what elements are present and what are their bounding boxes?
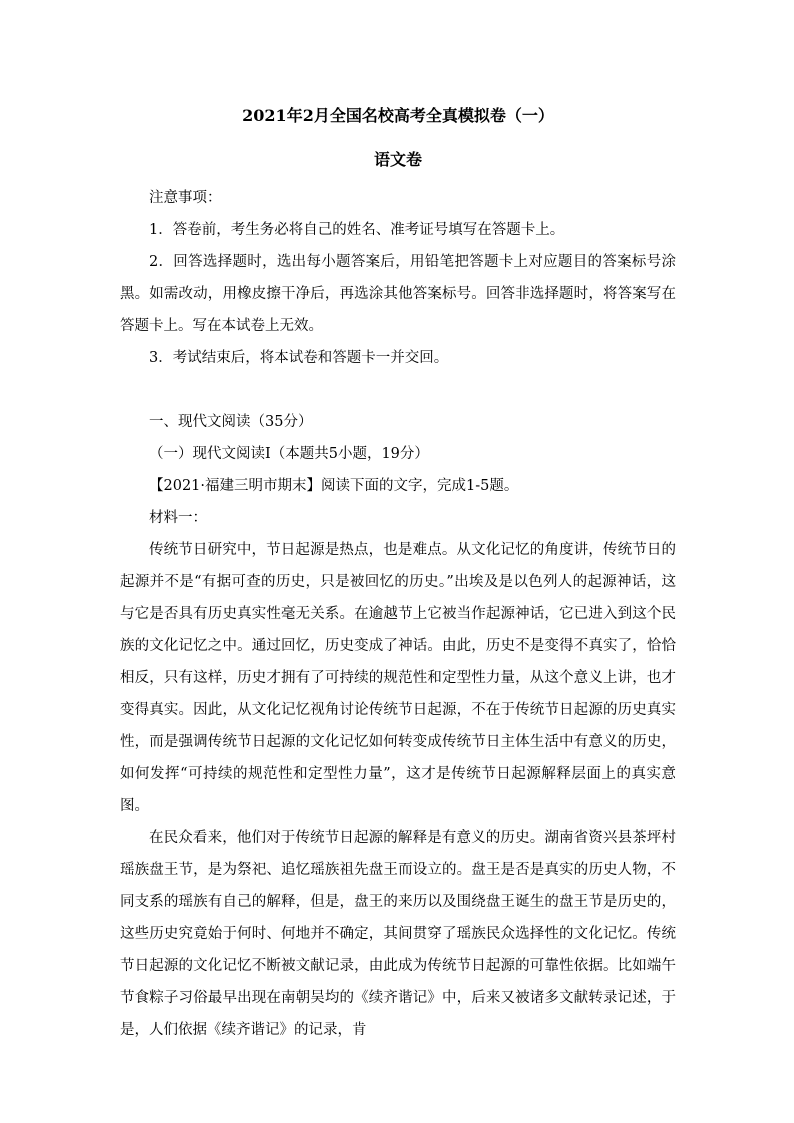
exam-title: 2021年2月全国名校高考全真模拟卷（一） bbox=[242, 106, 554, 125]
notes-heading: 注意事项： bbox=[149, 190, 222, 206]
page-content bbox=[120, 100, 676, 1046]
exam-subtitle: 语文卷 bbox=[373, 150, 422, 169]
question-source: 【2021·福建三明市期末】阅读下面的文字，完成1-5题。 bbox=[149, 478, 519, 494]
section-heading: 一、现代文阅读（35分） bbox=[149, 414, 313, 430]
notes-item-1: 1．答卷前，考生务必将自己的姓名、准考证号填写在答题卡上。 bbox=[149, 222, 565, 238]
passage-paragraph-2: 在民众看来，他们对于传统节日起源的解释是有意义的历史。湖南省资兴县茶坪村瑶族盘王节，是为祭祀、追忆瑶族祖先盘王而设立的。盘王是否是真实的历史人物，不同支系的瑶族有自己的解释，但是，盘王的来历以及围绕盘王诞生的盘王节是历史的，这些历史究竟始于何时、何地并不确定，其间贯穿了瑶族民众选择性的文化记忆。传统节日起源的文化记忆不断被文献记录，由此成为传统节日起源的可靠性依据。比如端午节食粽子习俗最早出现在南朝吴均的《续齐谐记》中，后来又被诸多文献转录记述，于是，人们依据《续齐谐记》的记录，肯 bbox=[120, 830, 676, 1038]
notes-item-2: 2．回答选择题时，选出每小题答案后，用铅笔把答题卡上对应题目的答案标号涂黑。如需改动，用橡皮擦干净后，再选涂其他答案标号。回答非选择题时，将答案写在答题卡上。写在本试卷上无效。 bbox=[120, 254, 676, 334]
passage-paragraph-1: 传统节日研究中，节日起源是热点，也是难点。从文化记忆的角度讲，传统节日的起源并不是“有据可查的历史，只是被回忆的历史。”出埃及是以色列人的起源神话，这与它是否具有历史真实性毫无关系。在逾越节上它被当作起源神话，它已进入到这个民族的文化记忆之中。通过回忆，历史变成了神话。由此，历史不是变得不真实了，恰恰相反，只有这样，历史才拥有了可持续的规范性和定型性力量，从这个意义上讲，也才变得真实。因此，从文化记忆视角讨论传统节日起源，不在于传统节日起源的历史真实性，而是强调传统节日起源的文化记忆如何转变成传统节日主体生活中有意义的历史，如何发挥“可持续的规范性和定型性力量”，这才是传统节日起源解释层面上的真实意图。 bbox=[120, 542, 676, 814]
blank-line bbox=[120, 374, 676, 406]
notes-item-3: 3．考试结束后，将本试卷和答题卡一并交回。 bbox=[149, 350, 449, 366]
section-subheading: （一）现代文阅读Ⅰ（本题共5小题，19分） bbox=[149, 446, 429, 462]
material-label: 材料一： bbox=[149, 510, 207, 526]
